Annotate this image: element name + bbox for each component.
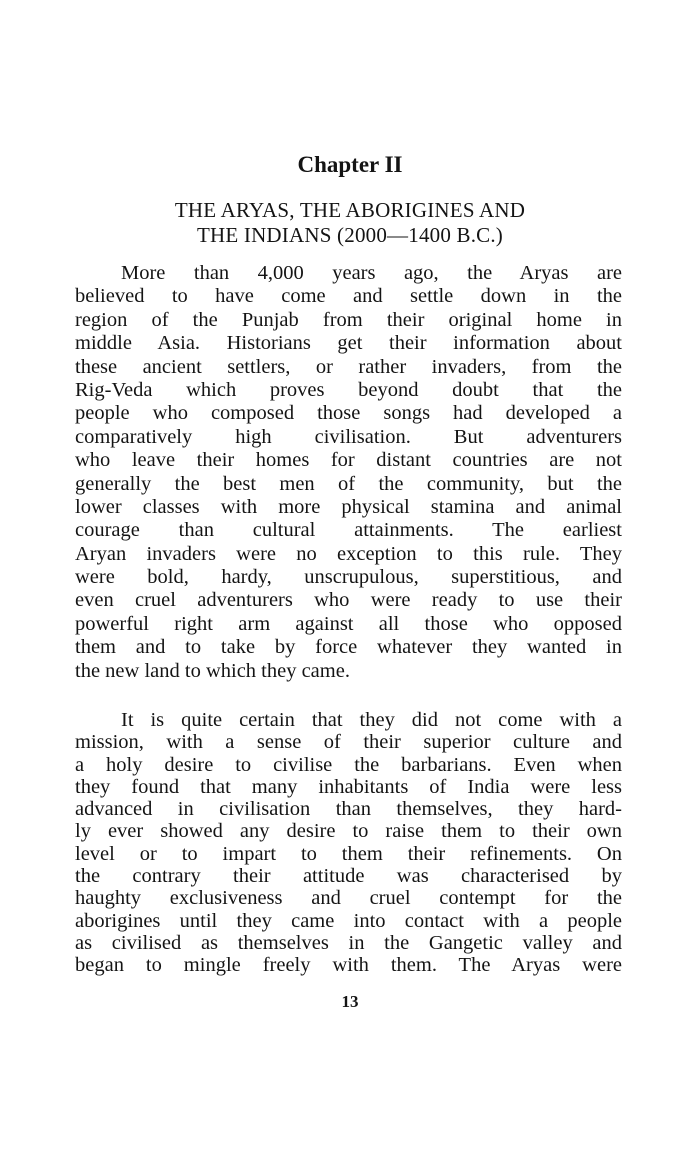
text-line: even cruel adventurers who were ready to use their <box>75 589 622 612</box>
text-line: them and to take by force whatever they wanted in <box>75 636 622 659</box>
text-line: a holy desire to civilise the barbarians. Even when <box>75 753 622 776</box>
text-line: believed to have come and settle down in the <box>75 285 622 308</box>
text-line: lower classes with more physical stamina and animal <box>75 495 622 518</box>
text-line: these ancient settlers, or rather invaders, from the <box>75 355 622 378</box>
page-number: 13 <box>341 992 359 1011</box>
chapter-title-line: THE ARYAS, THE ABORIGINES AND <box>174 198 526 222</box>
text-line: the new land to which they came. <box>75 659 350 682</box>
text-line: they found that many inhabitants of India were less <box>75 775 622 798</box>
text-line: courage than cultural attainments. The earliest <box>75 519 622 542</box>
paragraph-2 <box>75 709 622 977</box>
chapter-title-line: THE INDIANS (2000—1400 B.C.) <box>197 223 503 247</box>
text-line: were bold, hardy, unscrupulous, superstitious, and <box>75 566 622 589</box>
text-line: aborigines until they came into contact with a people <box>75 909 622 932</box>
text-line: began to mingle freely with them. The Aryas were <box>75 954 622 977</box>
text-line: Rig-Veda which proves beyond doubt that the <box>75 378 622 401</box>
text-line: region of the Punjab from their original home in <box>75 308 622 331</box>
chapter-heading: Chapter II <box>297 152 403 177</box>
text-line: More than 4,000 years ago, the Aryas are <box>121 262 622 284</box>
text-line: as civilised as themselves in the Gangetic valley and <box>75 931 622 954</box>
text-line: ly ever showed any desire to raise them to their own <box>75 820 622 843</box>
text-line: the contrary their attitude was characterised by <box>75 865 622 888</box>
text-line: level or to impart to them their refinements. On <box>75 842 622 865</box>
text-line: haughty exclusiveness and cruel contempt for the <box>75 887 622 910</box>
text-line: It is quite certain that they did not come with a <box>121 709 622 731</box>
text-line: who leave their homes for distant countries are not <box>75 449 622 472</box>
text-line: mission, with a sense of their superior culture and <box>75 731 622 754</box>
text-line: advanced in civilisation than themselves, they hard- <box>75 798 622 821</box>
paragraph-1 <box>75 262 622 683</box>
text-line: people who composed those songs had developed a <box>75 402 622 425</box>
chapter-title <box>0 198 700 248</box>
text-line: Aryan invaders were no exception to this rule. They <box>75 542 622 565</box>
text-line: comparatively high civilisation. But adventurers <box>75 425 622 448</box>
text-line: generally the best men of the community, but the <box>75 472 622 495</box>
text-line: powerful right arm against all those who opposed <box>75 612 622 635</box>
text-line: middle Asia. Historians get their information about <box>75 332 622 355</box>
